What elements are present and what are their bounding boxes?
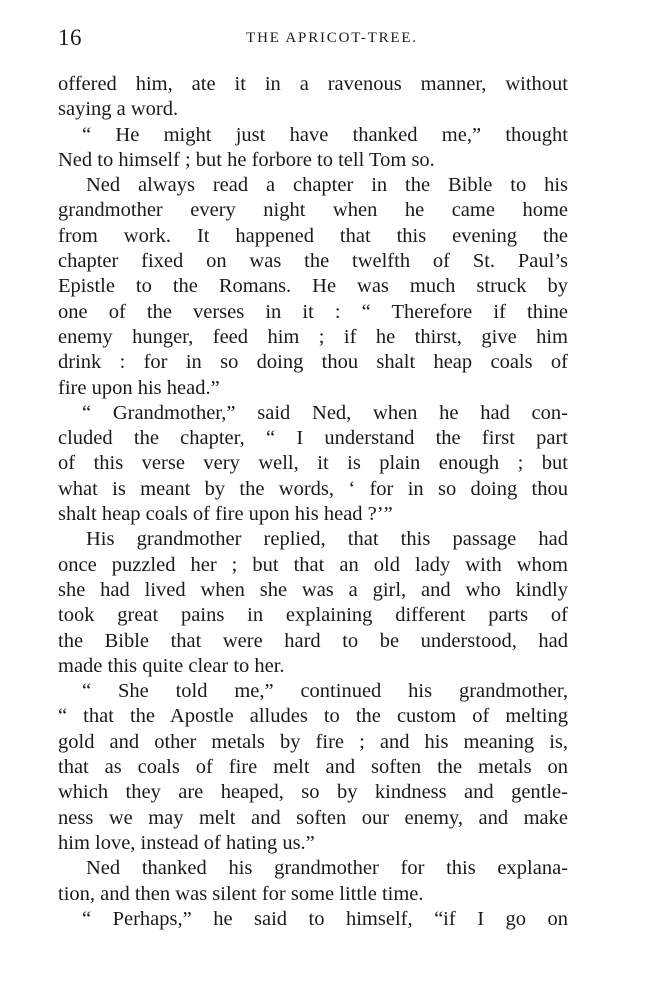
text-line: Ned to himself ; but he forbore to tell Tom so.: [58, 148, 435, 171]
text-line: offered him, ate it in a ravenous manner, without: [58, 73, 568, 95]
text-line: “ She told me,” continued his grandmother,: [82, 680, 568, 703]
text-line: drink : for in so doing thou shalt heap coals of: [58, 351, 568, 374]
text-line: once puzzled her ; but that an old lady with whom: [58, 553, 568, 576]
text-line: “ He might just have thanked me,” thought: [82, 123, 568, 146]
body-text: [58, 72, 568, 932]
text-line: one of the verses in it : “ Therefore if thine: [58, 300, 568, 323]
text-line: ness we may melt and soften our enemy, and make: [58, 806, 568, 829]
text-line: enemy hunger, feed him ; if he thirst, give him: [58, 325, 568, 348]
text-line: him love, instead of hating us.”: [58, 831, 315, 854]
text-line: cluded the chapter, “ I understand the first part: [58, 427, 568, 450]
running-title: THE APRICOT-TREE.: [246, 30, 418, 46]
text-line: she had lived when she was a girl, and who kindly: [58, 578, 568, 601]
text-line: Ned always read a chapter in the Bible to his: [86, 174, 568, 197]
text-line: “ Perhaps,” he said to himself, “if I go on: [82, 907, 568, 930]
text-line: “ Grandmother,” said Ned, when he had con-: [82, 401, 568, 424]
text-line: His grandmother replied, that this passage had: [86, 528, 568, 551]
text-line: took great pains in explaining different parts of: [58, 604, 568, 627]
text-line: shalt heap coals of fire upon his head ?’”: [58, 503, 393, 526]
text-line: what is meant by the words, ‘ for in so doing thou: [58, 477, 568, 500]
running-head: [58, 25, 568, 55]
text-line: “ that the Apostle alludes to the custom of melting: [58, 705, 568, 728]
text-line: from work. It happened that this evening the: [58, 224, 568, 247]
text-line: gold and other metals by fire ; and his meaning is,: [58, 730, 568, 753]
text-line: the Bible that were hard to be understood, had: [58, 629, 568, 652]
text-line: chapter fixed on was the twelfth of St. Paul’s: [58, 250, 568, 273]
text-line: that as coals of fire melt and soften the metals on: [58, 756, 568, 779]
text-line: of this verse very well, it is plain enough ; but: [58, 452, 568, 475]
text-line: fire upon his head.”: [58, 376, 220, 399]
text-line: saying a word.: [58, 98, 179, 121]
text-line: grandmother every night when he came home: [58, 199, 568, 222]
text-line: tion, and then was silent for some little time.: [58, 882, 424, 905]
text-line: Ned thanked his grandmother for this explana-: [86, 857, 568, 880]
page-number: 16: [58, 25, 82, 50]
text-line: which they are heaped, so by kindness and gentle-: [58, 781, 568, 804]
text-line: Epistle to the Romans. He was much struck by: [58, 275, 568, 298]
text-line: made this quite clear to her.: [58, 654, 285, 677]
